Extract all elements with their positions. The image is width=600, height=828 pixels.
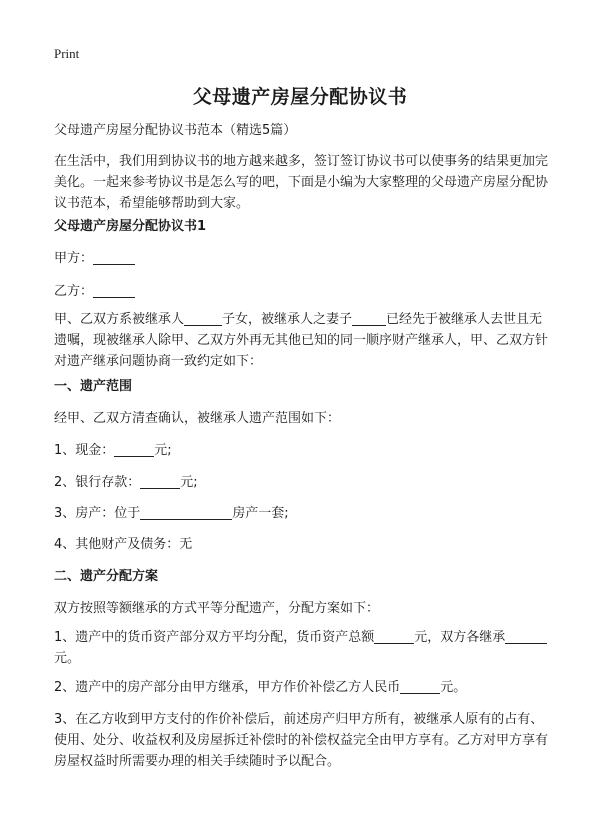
preamble-paragraph (54, 309, 554, 372)
property-location-blank (140, 504, 232, 520)
scope-intro: 经甲、乙双方清查确认，被继承人遗产范围如下： (54, 411, 341, 426)
item-bank-deposit (54, 472, 554, 493)
party-a-blank (93, 249, 135, 265)
party-b-line (54, 281, 554, 302)
party-a-line (54, 248, 554, 269)
plan2-text-1: 2、遗产中的房产部分由甲方继承，甲方作价补偿乙方人民币 (54, 680, 401, 695)
document-title: 父母遗产房屋分配协议书 (192, 86, 408, 108)
plan1-text-1: 1、遗产中的货币资产部分双方平均分配，货币资产总额 (54, 630, 375, 645)
intro-paragraph: 在生活中，我们用到协议书的地方越来越多，签订签订协议书可以使事务的结果更加完美化。一起来参考协议书是怎么写的吧，下面是小编为大家整理的父母遗产房屋分配协议书范本，希望能够帮助到大家。 (54, 154, 549, 211)
heading-distribution-plan: 二、遗产分配方案 (54, 569, 159, 584)
plan-item-1 (54, 627, 554, 669)
item-cash-unit: 元; (154, 443, 172, 458)
item-cash-label: 1、现金： (54, 443, 115, 458)
item-property (54, 503, 554, 524)
decedent-blank (184, 310, 222, 326)
party-a-label: 甲方： (54, 251, 94, 266)
each-share-blank (505, 628, 547, 644)
plan2-text-2: 元。 (440, 680, 467, 695)
compensation-blank (400, 678, 440, 694)
item-property-unit: 房产一套; (232, 506, 289, 521)
section-heading: 父母遗产房屋分配协议书1 (54, 219, 207, 234)
plan-intro: 双方按照等额继承的方式平等分配遗产，分配方案如下： (54, 601, 380, 616)
item-bank-label: 2、银行存款： (54, 475, 141, 490)
item-bank-unit: 元; (180, 475, 198, 490)
preamble-text-1: 甲、乙双方系被继承人 (54, 312, 185, 327)
plan-item-2 (54, 677, 554, 698)
cash-blank (114, 441, 154, 457)
party-b-label: 乙方： (54, 284, 94, 299)
document-subtitle: 父母遗产房屋分配协议书范本（精选5篇） (54, 123, 297, 138)
item-other-assets: 4、其他财产及债务：无 (54, 537, 193, 552)
plan-item-3: 3、在乙方收到甲方支付的作价补偿后，前述房产归甲方所有，被继承人原有的占有、使用、处分、收益权利及房屋拆迁补偿时的补偿权益完全由甲方享有。乙方对甲方享有房屋权益时所需要办理的相关手续随时予以配合。 (54, 712, 549, 769)
preamble-text-3: 已经先于被继承人去世且无遗嘱，现被继承人除甲、乙双方外再无其他已知的同一顺序财产继承人，甲、乙双方针对遗产继承问题协商一致约定如下： (54, 312, 549, 369)
preamble-text-2: 子女，被继承人之妻子 (222, 312, 353, 327)
party-b-blank (93, 282, 135, 298)
heading-estate-scope: 一、遗产范围 (54, 379, 133, 394)
item-property-label: 3、房产：位于 (54, 506, 141, 521)
plan1-text-3: 元。 (54, 651, 81, 666)
plan1-text-2: 元，双方各继承 (414, 630, 506, 645)
bank-blank (140, 473, 180, 489)
spouse-blank (352, 310, 386, 326)
item-cash (54, 440, 554, 461)
currency-total-blank (374, 628, 414, 644)
print-link[interactable]: Print (54, 46, 80, 61)
